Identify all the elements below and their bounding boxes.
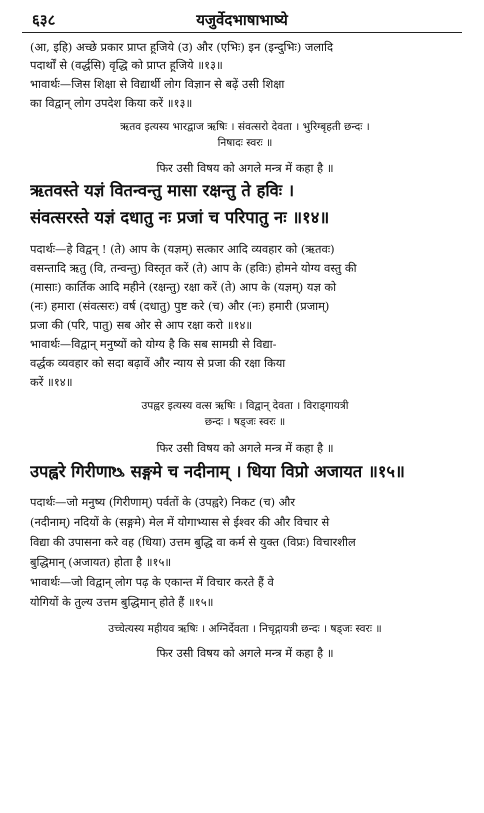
- m15-padarth-line-4: बुद्धिमान् (अजायत) होता है ॥१५॥: [30, 555, 172, 569]
- m15-bhavarth-line-2: योगियों के तुल्य उत्तम बुद्धिमान् होते हैं ॥१५॥: [30, 595, 214, 609]
- m16-intro: फिर उसी विषय को अगले मन्त्र में कहा है ॥: [156, 646, 334, 660]
- m15-bhavarth-line-1: भावार्थः—जो विद्वान् लोग पढ़ के एकान्त में विचार करते हैं वे: [30, 575, 274, 589]
- m14-padarth-line-1: पदार्थः—हे विद्वन् ! (ते) आप के (यज्ञम्) सत्कार आदि व्यवहार को (ऋतवः): [30, 242, 335, 256]
- prev-bhavarth-line-2: का विद्वान् लोग उपदेश किया करें ॥१३॥: [30, 96, 193, 110]
- page-header: [22, 8, 462, 33]
- m16-rishi-line: उच्चेत्यस्य महीयव ऋषिः । अग्निर्देवता । निचृद्गायत्री छन्दः । षड्जः स्वरः ॥: [108, 623, 382, 635]
- m14-padarth-line-2: वसन्तादि ऋतु (वि, तन्वन्तु) विस्तृत करें (ते) आप के (हविः) होमने योग्य वस्तु की: [30, 261, 357, 275]
- page-number: ६३८: [32, 11, 56, 29]
- prev-padarth-line-1: (आ, इहि) अच्छे प्रकार प्राप्त हूजिये (उ) और (एभिः) इन (इन्दुभिः) जलादि: [30, 40, 334, 54]
- m15-rishi-line-2: छन्दः । षड्जः स्वरः ॥: [204, 416, 286, 428]
- m14-bhavarth-line-1: भावार्थः—विद्वान् मनुष्यों को योग्य है कि सब सामग्री से विद्या-: [30, 337, 277, 351]
- m15-mantra: उपह्वरे गिरीणाᳬ सङ्गमे च नदीनाम् । धिया विप्रो अजायत ॥१५॥: [30, 462, 405, 481]
- m15-rishi-line-1: उपह्वर इत्यस्य वत्स ऋषिः । विद्वान् देवता । विराड्गायत्री: [141, 400, 349, 412]
- m14-padarth-line-3: (मासाः) कार्तिक आदि महीने (रक्षन्तु) रक्षा करें (ते) आप के (यज्ञम्) यज्ञ को: [30, 280, 337, 294]
- m15-padarth-line-2: (नदीनाम्) नदियों के (सङ्गमे) मेल में योगाभ्यास से ईश्वर की और विचार से: [30, 515, 330, 529]
- m14-rishi-line-1: ऋतव इत्यस्य भारद्वाज ऋषिः । संवत्सरो देवता । भुरिग्बृहती छन्दः ।: [120, 121, 370, 133]
- m14-padarth-line-4: (नः) हमारा (संवत्सरः) वर्ष (दधातु) पुष्ट करे (च) और (नः) हमारी (प्रजाम्): [30, 299, 330, 313]
- running-title: यजुर्वेदभाषाभाष्ये: [196, 11, 288, 29]
- prev-padarth-line-2: पदार्थों से (वर्द्धसि) वृद्धि को प्राप्त हूजिये ॥१३॥: [30, 58, 223, 72]
- m15-padarth-line-3: विद्या की उपासना करे वह (धिया) उत्तम बुद्धि वा कर्म से युक्त (विप्रः) विचारशील: [30, 535, 356, 549]
- m14-mantra-line-2: संवत्सरस्ते यज्ञं दधातु नः प्रजां च परिपातु नः ॥१४॥: [30, 208, 330, 227]
- prev-bhavarth-line-1: भावार्थः—जिस शिक्षा से विद्यार्थी लोग विज्ञान से बढ़ें उसी शिक्षा: [30, 77, 285, 91]
- m14-bhavarth-line-2: वर्द्धक व्यवहार को सदा बढ़ावें और न्याय से प्रजा की रक्षा किया: [30, 356, 286, 370]
- m14-padarth-line-5: प्रजा की (परि, पातु) सब ओर से आप रक्षा करो ॥१४॥: [30, 318, 253, 332]
- m15-padarth-line-1: पदार्थः—जो मनुष्य (गिरीणाम्) पर्वतों के (उपह्वरे) निकट (च) और: [30, 495, 295, 509]
- m14-rishi-line-2: निषादः स्वरः ॥: [217, 137, 273, 149]
- m15-intro: फिर उसी विषय को अगले मन्त्र में कहा है ॥: [156, 441, 334, 455]
- m14-mantra-line-1: ऋतवस्ते यज्ञं वितन्वन्तु मासा रक्षन्तु ते हविः ।: [30, 181, 295, 200]
- m14-bhavarth-line-3: करें ॥१४॥: [30, 375, 73, 389]
- m14-intro: फिर उसी विषय को अगले मन्त्र में कहा है ॥: [156, 161, 334, 175]
